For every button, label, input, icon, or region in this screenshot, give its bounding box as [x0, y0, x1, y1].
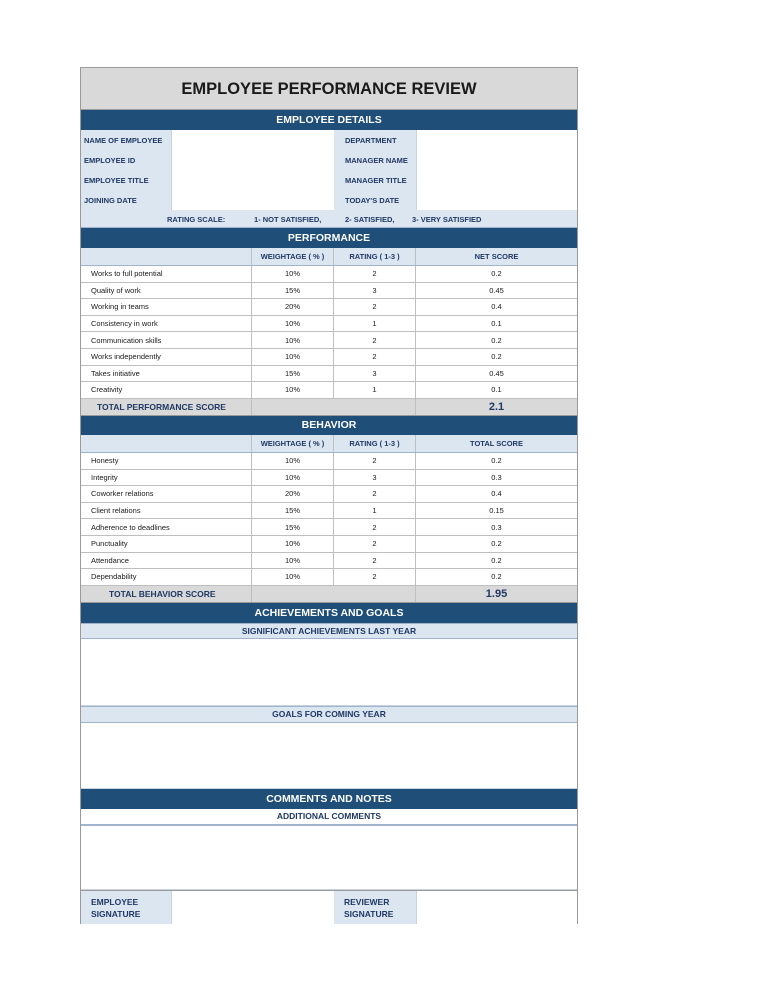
- weightage-cell[interactable]: 10%: [251, 453, 333, 469]
- weightage-cell[interactable]: 10%: [251, 266, 333, 282]
- significant-achievements-textarea[interactable]: [81, 639, 577, 706]
- score-cell: 0.2: [415, 453, 577, 469]
- employee-signature-field[interactable]: [171, 891, 334, 924]
- rating-scale-row: [81, 210, 577, 228]
- total-behavior-score: 1.95: [415, 586, 577, 602]
- score-cell: 0.2: [415, 536, 577, 552]
- score-cell: 0.4: [415, 486, 577, 502]
- table-row: [81, 382, 577, 399]
- weightage-cell[interactable]: 10%: [251, 470, 333, 486]
- performance-column-header: [81, 248, 577, 266]
- score-cell: 0.3: [415, 519, 577, 535]
- score-cell: 0.2: [415, 266, 577, 282]
- weightage-cell[interactable]: 15%: [251, 283, 333, 299]
- criteria-name: Quality of work: [91, 285, 141, 295]
- total-performance-label: TOTAL PERFORMANCE SCORE: [97, 402, 226, 412]
- joining-date-label: JOINING DATE: [81, 190, 171, 210]
- additional-comments-textarea[interactable]: [81, 825, 577, 890]
- table-row: [81, 553, 577, 570]
- name-of-employee-label: NAME OF EMPLOYEE: [81, 130, 171, 150]
- manager-name-label: MANAGER NAME: [334, 150, 416, 170]
- todays-date-field[interactable]: [416, 190, 577, 210]
- performance-header: PERFORMANCE: [81, 228, 577, 248]
- achievements-header: ACHIEVEMENTS AND GOALS: [81, 603, 577, 623]
- criteria-name: Punctuality: [91, 539, 128, 549]
- detail-row: [81, 150, 577, 170]
- criteria-name: Adherence to deadlines: [91, 522, 170, 532]
- employee-title-field[interactable]: [171, 170, 334, 190]
- weightage-cell[interactable]: 10%: [251, 536, 333, 552]
- rating-cell[interactable]: 1: [333, 316, 415, 332]
- table-row: [81, 366, 577, 383]
- reviewer-signature-line2: SIGNATURE: [344, 908, 394, 919]
- total-blank: [251, 586, 415, 602]
- table-row: [81, 453, 577, 470]
- todays-date-label: TODAY'S DATE: [334, 190, 416, 210]
- table-row: [81, 299, 577, 316]
- reviewer-signature-label: [334, 891, 416, 924]
- rating-cell[interactable]: 2: [333, 553, 415, 569]
- table-row: [81, 332, 577, 349]
- criteria-name: Takes initiative: [91, 368, 140, 378]
- table-row: [81, 536, 577, 553]
- performance-col-criteria: [81, 248, 251, 265]
- weightage-cell[interactable]: 10%: [251, 553, 333, 569]
- table-row: [81, 519, 577, 536]
- weightage-cell[interactable]: 10%: [251, 382, 333, 398]
- employee-signature-line2: SIGNATURE: [91, 908, 141, 919]
- criteria-name: Client relations: [91, 506, 141, 516]
- criteria-name: Works to full potential: [91, 269, 163, 279]
- score-cell: 0.45: [415, 366, 577, 382]
- goals-label: GOALS FOR COMING YEAR: [81, 706, 577, 723]
- behavior-column-header: [81, 435, 577, 453]
- table-row: [81, 470, 577, 487]
- rating-scale-1: 1- NOT SATISFIED,: [254, 215, 322, 224]
- weightage-cell[interactable]: 20%: [251, 299, 333, 315]
- manager-title-field[interactable]: [416, 170, 577, 190]
- employee-details-header: EMPLOYEE DETAILS: [81, 110, 577, 130]
- detail-row: [81, 130, 577, 150]
- score-cell: 0.1: [415, 316, 577, 332]
- rating-cell[interactable]: 3: [333, 366, 415, 382]
- score-cell: 0.4: [415, 299, 577, 315]
- behavior-total-row: [81, 586, 577, 603]
- name-of-employee-field[interactable]: [171, 130, 334, 150]
- comments-header: COMMENTS AND NOTES: [81, 789, 577, 809]
- reviewer-signature-line1: REVIEWER: [344, 896, 390, 907]
- rating-cell[interactable]: 3: [333, 470, 415, 486]
- department-field[interactable]: [416, 130, 577, 150]
- table-row: [81, 283, 577, 300]
- significant-achievements-label: SIGNIFICANT ACHIEVEMENTS LAST YEAR: [81, 623, 577, 639]
- score-cell: 0.2: [415, 569, 577, 585]
- score-cell: 0.2: [415, 332, 577, 348]
- page-title: EMPLOYEE PERFORMANCE REVIEW: [81, 68, 577, 110]
- behavior-col-weightage: WEIGHTAGE ( % ): [251, 435, 333, 452]
- joining-date-field[interactable]: [171, 190, 334, 210]
- table-row: [81, 503, 577, 520]
- total-blank: [251, 399, 415, 415]
- weightage-cell[interactable]: 15%: [251, 366, 333, 382]
- table-row: [81, 349, 577, 366]
- criteria-name: Creativity: [91, 385, 123, 395]
- score-cell: 0.45: [415, 283, 577, 299]
- manager-title-label: MANAGER TITLE: [334, 170, 416, 190]
- performance-col-rating: RATING ( 1-3 ): [333, 248, 415, 265]
- detail-row: [81, 170, 577, 190]
- score-cell: 0.1: [415, 382, 577, 398]
- employee-id-label: EMPLOYEE ID: [81, 150, 171, 170]
- criteria-name: Honesty: [91, 456, 119, 466]
- rating-scale-3: 3- VERY SATISFIED: [412, 215, 482, 224]
- rating-cell[interactable]: 2: [333, 332, 415, 348]
- rating-cell[interactable]: 2: [333, 349, 415, 365]
- employee-id-field[interactable]: [171, 150, 334, 170]
- criteria-name: Dependability: [91, 572, 137, 582]
- criteria-name: Attendance: [91, 555, 129, 565]
- rating-cell[interactable]: 2: [333, 569, 415, 585]
- rating-cell[interactable]: 1: [333, 503, 415, 519]
- weightage-cell[interactable]: 10%: [251, 332, 333, 348]
- weightage-cell[interactable]: 10%: [251, 569, 333, 585]
- rating-cell[interactable]: 2: [333, 299, 415, 315]
- criteria-name: Integrity: [91, 472, 118, 482]
- rating-scale-label: RATING SCALE:: [167, 215, 226, 224]
- rating-cell[interactable]: 3: [333, 283, 415, 299]
- performance-total-row: [81, 399, 577, 416]
- table-row: [81, 316, 577, 333]
- weightage-cell[interactable]: 10%: [251, 349, 333, 365]
- total-performance-score: 2.1: [415, 399, 577, 415]
- rating-cell[interactable]: 2: [333, 536, 415, 552]
- criteria-name: Coworker relations: [91, 489, 154, 499]
- behavior-col-rating: RATING ( 1-3 ): [333, 435, 415, 452]
- rating-scale-2: 2- SATISFIED,: [345, 215, 395, 224]
- table-row: [81, 266, 577, 283]
- additional-comments-label: ADDITIONAL COMMENTS: [81, 809, 577, 825]
- criteria-name: Consistency in work: [91, 319, 158, 329]
- weightage-cell[interactable]: 20%: [251, 486, 333, 502]
- rating-cell[interactable]: 2: [333, 486, 415, 502]
- detail-row: [81, 190, 577, 210]
- weightage-cell[interactable]: 15%: [251, 519, 333, 535]
- review-form: [80, 67, 578, 924]
- criteria-name: Communication skills: [91, 335, 162, 345]
- score-cell: 0.2: [415, 349, 577, 365]
- employee-signature-label: [81, 891, 171, 924]
- total-behavior-label: TOTAL BEHAVIOR SCORE: [109, 589, 216, 599]
- reviewer-signature-field[interactable]: [416, 891, 577, 924]
- manager-name-field[interactable]: [416, 150, 577, 170]
- behavior-col-total-score: TOTAL SCORE: [415, 435, 577, 452]
- performance-col-weightage: WEIGHTAGE ( % ): [251, 248, 333, 265]
- rating-cell[interactable]: 2: [333, 266, 415, 282]
- rating-cell[interactable]: 2: [333, 519, 415, 535]
- criteria-name: Working in teams: [91, 302, 149, 312]
- performance-col-net-score: NET SCORE: [415, 248, 577, 265]
- table-row: [81, 569, 577, 586]
- score-cell: 0.3: [415, 470, 577, 486]
- rating-cell[interactable]: 2: [333, 453, 415, 469]
- behavior-col-criteria: [81, 435, 251, 452]
- rating-cell[interactable]: 1: [333, 382, 415, 398]
- score-cell: 0.2: [415, 553, 577, 569]
- goals-textarea[interactable]: [81, 723, 577, 789]
- criteria-name: Works independently: [91, 352, 161, 362]
- table-row: [81, 486, 577, 503]
- signature-row: [81, 890, 577, 924]
- weightage-cell[interactable]: 15%: [251, 503, 333, 519]
- department-label: DEPARTMENT: [334, 130, 416, 150]
- employee-title-label: EMPLOYEE TITLE: [81, 170, 171, 190]
- weightage-cell[interactable]: 10%: [251, 316, 333, 332]
- score-cell: 0.15: [415, 503, 577, 519]
- employee-signature-line1: EMPLOYEE: [91, 896, 139, 907]
- behavior-header: BEHAVIOR: [81, 416, 577, 435]
